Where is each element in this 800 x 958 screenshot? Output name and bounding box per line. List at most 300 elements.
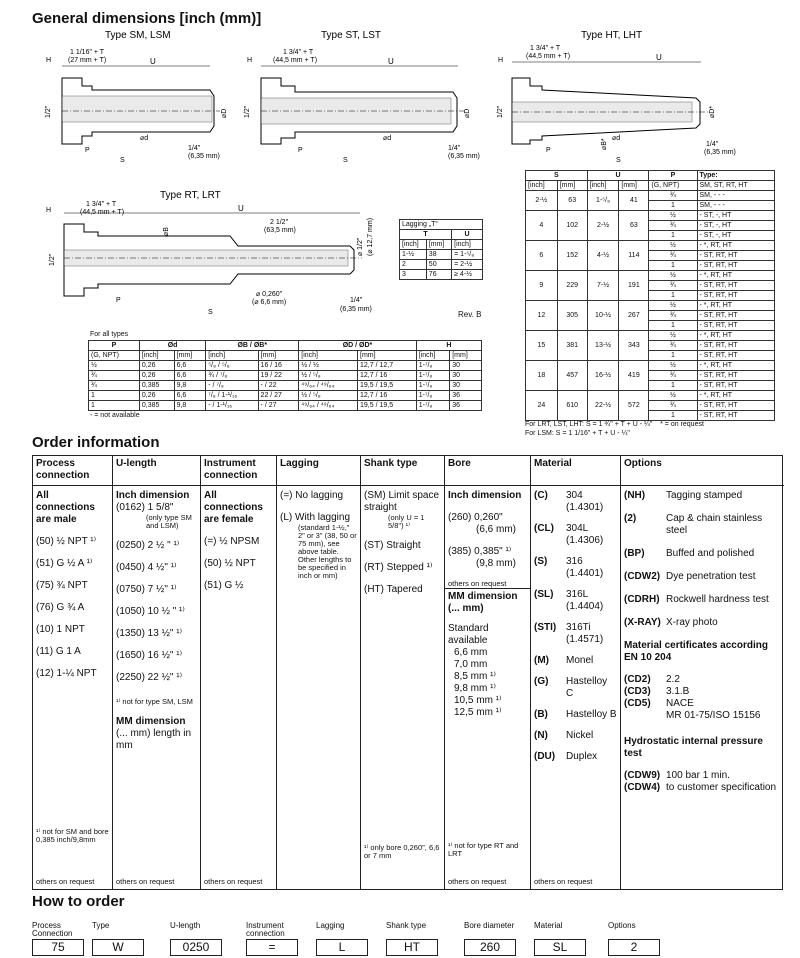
mm-text: (... mm) length in mm — [116, 728, 192, 751]
material-label — [566, 490, 603, 514]
table-cell: 12,7 / 12,7 — [358, 361, 417, 371]
how-label: Lagging — [316, 921, 345, 930]
q-mm-label: (6,35 mm) — [340, 306, 372, 313]
col-head: Bore — [445, 456, 530, 486]
table-cell: 16 / 16 — [258, 361, 299, 371]
th: ØB / ØB* — [206, 341, 299, 351]
table-row — [526, 271, 775, 281]
mm-avail: Standard available — [448, 623, 489, 646]
td: [inch] — [299, 351, 358, 361]
th: Ød — [139, 341, 205, 351]
half-label: 1/2" — [49, 253, 56, 266]
table-cell: - ST, -, HT — [697, 221, 775, 231]
drawing-st — [243, 26, 483, 166]
material-name: 304L — [566, 523, 589, 534]
how-label: Bore diameter — [464, 921, 515, 930]
col-body — [33, 486, 112, 694]
option-item: (0750) 7 ½" ¹⁾ — [116, 584, 177, 595]
q-label: 1/4" — [448, 145, 461, 152]
material-label — [566, 730, 593, 742]
option-item: (HT) Tapered — [364, 584, 423, 595]
half-label: 1/2" — [45, 105, 52, 118]
table-cell: 1 — [649, 381, 697, 391]
td: 2 — [400, 260, 427, 270]
td: 1-½ — [400, 250, 427, 260]
material-code: (M) — [534, 655, 549, 666]
th: U — [587, 171, 649, 181]
q-label: 1/4" — [350, 297, 363, 304]
material-item — [534, 622, 617, 646]
option-code: (CDW9) — [624, 770, 661, 781]
td: = 1-⁵/₈ — [452, 250, 483, 260]
option-item: 7,0 mm — [454, 659, 488, 670]
material-item — [534, 676, 617, 700]
u-label: U — [656, 53, 662, 62]
col-head: U-length — [113, 456, 200, 486]
table-cell: ½ / ⁵/₈ — [299, 391, 358, 401]
order-table — [32, 455, 783, 890]
td: [inch] — [400, 240, 427, 250]
p-label: P — [298, 147, 303, 154]
material-item — [534, 490, 617, 514]
footnote: ¹⁾ only bore 0,260", 6,6 or 7 mm — [364, 843, 440, 860]
p-label: P — [546, 147, 551, 154]
others-on-request: others on request — [534, 877, 593, 886]
option-item: (0250) 2 ½ " ¹⁾ — [116, 540, 180, 551]
table-cell: 12 — [526, 301, 558, 331]
table-cell: 1-⁵/₈ — [587, 191, 619, 211]
option-item: (11) G 1 A — [36, 646, 81, 657]
table-cell: 1-⁷/₈ — [416, 401, 450, 411]
table-cell: 1 — [649, 411, 697, 421]
table-cell: ¾ — [649, 371, 697, 381]
col-body — [113, 486, 200, 756]
table-cell: 1 — [649, 321, 697, 331]
option-code: (CD2) — [624, 674, 651, 685]
order-title: Order information — [32, 434, 160, 451]
D-label: ⌀D* — [709, 106, 716, 118]
td: 76 — [426, 270, 451, 280]
material-code: (N) — [534, 730, 548, 741]
how-value-box: = — [246, 939, 298, 956]
table-row — [526, 331, 775, 341]
half-label: 1/2" — [244, 105, 251, 118]
table-cell: 419 — [619, 361, 649, 391]
table-cell: 267 — [619, 301, 649, 331]
option-item: (=) ½ NPSM — [204, 536, 260, 547]
table-cell: - ST, RT, HT — [697, 311, 775, 321]
q-mm-label: (6,35 mm) — [448, 153, 480, 160]
material-code: (SL) — [534, 589, 554, 600]
table-cell: - ST, RT, HT — [697, 341, 775, 351]
table-row — [526, 361, 775, 371]
table-cell: 2-½ — [526, 191, 558, 211]
table-cell: ¾ — [649, 281, 697, 291]
col-intro: Inch dimension — [116, 490, 190, 501]
lagging-table-title: Lagging „T“ — [400, 220, 483, 230]
td: [inch] — [526, 181, 558, 191]
table-cell: SM, - - - — [697, 191, 775, 201]
material-code: (CL) — [534, 523, 554, 534]
option-item — [624, 782, 781, 794]
col-bore — [445, 456, 531, 889]
td: [mm] — [358, 351, 417, 361]
col-ulength — [113, 456, 201, 889]
table-cell: 19 / 22 — [258, 371, 299, 381]
table-cell: ¾ — [649, 251, 697, 261]
table-cell: - / 27 — [258, 401, 299, 411]
dim-t-label: 1 3/4" + T — [530, 45, 561, 52]
option-code: (BP) — [624, 548, 645, 559]
dim-t-label: 1 1/16" + T — [70, 49, 105, 56]
table-cell: 572 — [619, 391, 649, 421]
table-cell: 15 — [526, 331, 558, 361]
option-item: (260) 0,260" — [448, 512, 503, 523]
option-note: (only type SM and LSM) — [146, 513, 192, 530]
table-cell: 6 — [526, 241, 558, 271]
option-label: Cap & chain stainless steel — [666, 513, 763, 536]
option-note: (6,6 mm) — [476, 524, 516, 535]
option-item: (L) With lagging — [280, 512, 351, 523]
material-name: 316 — [566, 556, 583, 567]
B-label: ⌀B — [163, 227, 170, 236]
option-item — [624, 490, 781, 502]
material-number: (1.4401) — [566, 568, 604, 579]
option-section-head: Hydrostatic internal pressure test — [624, 736, 763, 759]
table-cell: 610 — [557, 391, 587, 421]
table-row — [526, 191, 775, 201]
how-value-box: 2 — [608, 939, 660, 956]
option-note: (only U = 1 5/8") ¹⁾ — [388, 513, 425, 530]
option-item — [624, 686, 781, 698]
table-cell: 22 / 27 — [258, 391, 299, 401]
table-cell: - *, RT, HT — [697, 391, 775, 401]
table-cell: 7-½ — [587, 271, 619, 301]
option-label: 100 bar 1 min. — [666, 770, 730, 781]
table-cell: 10-½ — [587, 301, 619, 331]
col-body — [621, 486, 784, 798]
option-item: (1050) 10 ½ " ¹⁾ — [116, 606, 185, 617]
footnote: ¹⁾ not for type SM, LSM — [116, 697, 193, 706]
table-cell: 1-⁷/₈ — [416, 361, 450, 371]
th: H — [416, 341, 481, 351]
table-cell: ¾ — [649, 401, 697, 411]
two-label: 2 1/2" — [270, 219, 289, 226]
table-cell: ⁵/₈ / ⁵/₈ — [206, 361, 258, 371]
table-cell: ½ — [649, 241, 697, 251]
dim-t-label: 1 3/4" + T — [86, 201, 117, 208]
table-cell: ¾ — [649, 221, 697, 231]
footnote: ¹⁾ not for SM and bore 0,385 inch/9,8mm — [36, 827, 109, 844]
table-cell: - / 1-¹/₁₆ — [206, 401, 258, 411]
how-label: Shank type — [386, 921, 427, 930]
col-shank — [361, 456, 445, 889]
option-label: 3.1.B — [666, 686, 690, 697]
th: Type: — [697, 171, 775, 181]
th: ØD / ØD* — [299, 341, 416, 351]
material-label — [566, 622, 603, 646]
td: ≥ 4-½ — [452, 270, 483, 280]
table-cell: 16-½ — [587, 361, 619, 391]
table-cell: 1 — [89, 401, 140, 411]
how-value-box: 75 — [32, 939, 84, 956]
option-item: (76) G ¾ A — [36, 602, 85, 613]
option-item — [624, 674, 781, 686]
option-item: (2250) 22 ½" ¹⁾ — [116, 672, 183, 683]
table-cell: 19,5 / 19,5 — [358, 381, 417, 391]
material-name: 316Ti — [566, 622, 591, 633]
D-mm-label: (⌀ 12,7 mm) — [367, 217, 374, 256]
table-cell: 1-⁷/₈ — [416, 371, 450, 381]
table-cell: - ST, RT, HT — [697, 251, 775, 261]
option-item — [624, 617, 781, 629]
table-cell: - / ⁷/₈ — [206, 381, 258, 391]
table-cell: - ST, -, HT — [697, 231, 775, 241]
col-intro: All connections are male — [36, 490, 95, 525]
dim-t-mm-label: (44,5 mm + T) — [273, 57, 318, 64]
table-cell: 13-½ — [587, 331, 619, 361]
table-cell: - *, RT, HT — [697, 271, 775, 281]
option-label: Buffed and polished — [666, 548, 755, 559]
table-cell: ¾ — [89, 381, 140, 391]
material-code: (DU) — [534, 751, 556, 762]
q-label: 1/4" — [188, 145, 201, 152]
table-cell: 114 — [619, 241, 649, 271]
table-cell: 4-½ — [587, 241, 619, 271]
table-cell: 1 — [649, 231, 697, 241]
material-number: (1.4404) — [566, 601, 604, 612]
drawing-ht-title: Type HT, LHT — [581, 30, 643, 41]
col-body — [277, 486, 360, 584]
td: SM, ST, RT, HT — [697, 181, 775, 191]
td: (G, NPT) — [89, 351, 140, 361]
table-cell: 63 — [619, 211, 649, 241]
table-row — [89, 371, 482, 381]
others-on-request: others on request — [116, 877, 175, 886]
col-head: Shank type — [361, 456, 444, 486]
table-cell: SM, - - - — [697, 201, 775, 211]
table-cell: 22-½ — [587, 391, 619, 421]
two-mm-label: (63,5 mm) — [264, 227, 296, 234]
table-cell: 1 — [649, 291, 697, 301]
table-cell: 1-⁷/₈ — [416, 381, 450, 391]
table-row — [89, 381, 482, 391]
table-cell: - ST, RT, HT — [697, 261, 775, 271]
h-label: H — [247, 57, 253, 64]
drawing-ht — [496, 26, 766, 166]
option-item — [624, 513, 781, 537]
table-cell: ½ — [89, 361, 140, 371]
h-label: H — [498, 57, 504, 64]
material-number: (1.4301) — [566, 502, 604, 513]
option-item: (385) 0,385" ¹⁾ — [448, 546, 512, 557]
option-item: (1650) 16 ½" ¹⁾ — [116, 650, 183, 661]
dims-caption: For all types — [90, 331, 129, 338]
option-item: (12) 1-¼ NPT — [36, 668, 97, 679]
material-label — [566, 523, 603, 547]
table-cell: ½ — [649, 361, 697, 371]
table-cell: ¾ — [649, 341, 697, 351]
table-cell: - *, RT, HT — [697, 301, 775, 311]
table-cell: 343 — [619, 331, 649, 361]
option-label: NACE — [666, 698, 694, 709]
how-label: Type — [92, 921, 110, 930]
table-cell: 1 — [649, 201, 697, 211]
table-row — [89, 401, 482, 411]
th: U — [452, 230, 483, 240]
material-item — [534, 523, 617, 547]
table-cell: ½ — [649, 211, 697, 221]
table-cell: 6,6 — [174, 361, 206, 371]
table-cell: 0,385 — [139, 381, 174, 391]
table-cell: 30 — [450, 381, 482, 391]
option-item — [624, 594, 781, 606]
option-label: Dye penetration test — [666, 571, 756, 582]
col-body — [445, 486, 530, 723]
table-cell: - ST, RT, HT — [697, 281, 775, 291]
table-cell: ⁷/₈ / 1-¹/₁₆ — [206, 391, 258, 401]
bore-mm-label: (⌀ 6,6 mm) — [252, 299, 287, 306]
option-item: 9,8 mm ¹⁾ — [454, 683, 496, 694]
table-cell: 1 — [89, 391, 140, 401]
dim-t-label: 1 3/4" + T — [283, 49, 314, 56]
td: [mm] — [174, 351, 206, 361]
table-cell: 6,6 — [174, 391, 206, 401]
th: P — [89, 341, 140, 351]
q-mm-label: (6,35 mm) — [188, 153, 220, 160]
material-item — [534, 556, 617, 580]
table-cell: - ST, -, HT — [697, 211, 775, 221]
th: P — [649, 171, 697, 181]
table-cell: ½ / ½ — [299, 361, 358, 371]
option-item: (0162) 1 5/8" — [116, 502, 174, 513]
u-label: U — [388, 57, 394, 66]
material-label — [566, 589, 603, 613]
drawing-sm — [40, 26, 240, 166]
p-label: P — [85, 147, 90, 154]
table-cell: 0,26 — [139, 391, 174, 401]
material-item — [534, 730, 617, 742]
table-cell: 12,7 / 16 — [358, 391, 417, 401]
col-head: Process connection — [33, 456, 112, 486]
option-item: (50) ½ NPT — [204, 558, 256, 569]
table-cell: ½ — [649, 331, 697, 341]
table-cell: 0,385 — [139, 401, 174, 411]
td: 3 — [400, 270, 427, 280]
s-label: S — [616, 157, 621, 164]
table-cell: ½ — [649, 301, 697, 311]
table-cell: 191 — [619, 271, 649, 301]
option-section-head: Material certificates according EN 10 204 — [624, 640, 768, 663]
table-cell: 12,7 / 16 — [358, 371, 417, 381]
option-code: (CD3) — [624, 686, 651, 697]
option-item: 10,5 mm ¹⁾ — [454, 695, 502, 706]
table-cell: 9,8 — [174, 401, 206, 411]
dims-note: - = not available — [90, 412, 140, 419]
table-cell: 0,26 — [139, 361, 174, 371]
dims-table — [88, 340, 482, 411]
table-cell: 30 — [450, 361, 482, 371]
option-code: (CDW2) — [624, 571, 661, 582]
option-item: (51) G ½ A ¹⁾ — [36, 558, 93, 569]
q-label: 1/4" — [706, 141, 719, 148]
td: 50 — [426, 260, 451, 270]
td: [mm] — [557, 181, 587, 191]
option-item — [624, 548, 781, 560]
col-options — [621, 456, 784, 889]
revision-label: Rev. B — [458, 310, 482, 319]
table-cell: ¾ — [649, 311, 697, 321]
others-on-request: others on request — [204, 877, 263, 886]
td: [inch] — [452, 240, 483, 250]
s-label: S — [120, 157, 125, 164]
option-item: (SM) Limit space straight — [364, 490, 440, 513]
material-label — [566, 556, 603, 580]
col-head: Options — [621, 456, 784, 486]
D-label: ⌀D — [464, 108, 471, 118]
table-cell: 24 — [526, 391, 558, 421]
td: [mm] — [426, 240, 451, 250]
td: [mm] — [258, 351, 299, 361]
material-label — [566, 655, 593, 667]
option-item: (=) No lagging — [280, 490, 344, 501]
dim-t-mm-label: (44,5 mm + T) — [80, 209, 125, 216]
option-item: (50) ½ NPT ¹⁾ — [36, 536, 97, 547]
table-cell: ¾ — [649, 191, 697, 201]
col-intro: Inch dimension — [448, 490, 522, 501]
option-code: (CDRH) — [624, 594, 660, 605]
option-item: (10) 1 NPT — [36, 624, 85, 635]
col-head: Material — [531, 456, 620, 486]
h-label: H — [46, 207, 52, 214]
table-cell: ⁴⁹/₆₄ / ⁴⁹/₆₄ — [299, 381, 358, 391]
table-cell: 4 — [526, 211, 558, 241]
material-item — [534, 655, 617, 667]
type-note-1 — [525, 421, 704, 428]
how-value-box: SL — [534, 939, 586, 956]
D-label: ⌀ 1/2" — [357, 237, 364, 256]
footnote: ¹⁾ not for type RT and LRT — [448, 841, 519, 858]
how-label: Material — [534, 921, 563, 930]
td: [inch] — [416, 351, 450, 361]
table-cell: 102 — [557, 211, 587, 241]
type-table — [525, 170, 775, 421]
table-cell: - ST, RT, HT — [697, 411, 775, 421]
col-process — [33, 456, 113, 889]
material-number: (1.4571) — [566, 634, 604, 645]
how-label: Instrument connection — [246, 921, 285, 938]
option-item: (0450) 4 ½" ¹⁾ — [116, 562, 177, 573]
how-value-box: 0250 — [170, 939, 222, 956]
table-cell: 152 — [557, 241, 587, 271]
how-value-box: HT — [386, 939, 438, 956]
B-label: ⌀B* — [601, 138, 608, 150]
td: [mm] — [619, 181, 649, 191]
table-cell: ¾ — [89, 371, 140, 381]
cert-note: MR 01-75/ISO 15156 — [666, 710, 761, 721]
d-label: ⌀d — [383, 135, 392, 142]
table-row — [89, 391, 482, 401]
table-cell: 9,8 — [174, 381, 206, 391]
others-on-request: others on request — [448, 877, 507, 886]
how-title: How to order — [32, 893, 125, 910]
table-cell: - ST, RT, HT — [697, 351, 775, 361]
how-value-box: 260 — [464, 939, 516, 956]
table-row — [526, 301, 775, 311]
option-code: (X-RAY) — [624, 617, 661, 628]
table-row — [89, 361, 482, 371]
table-cell: 41 — [619, 191, 649, 211]
